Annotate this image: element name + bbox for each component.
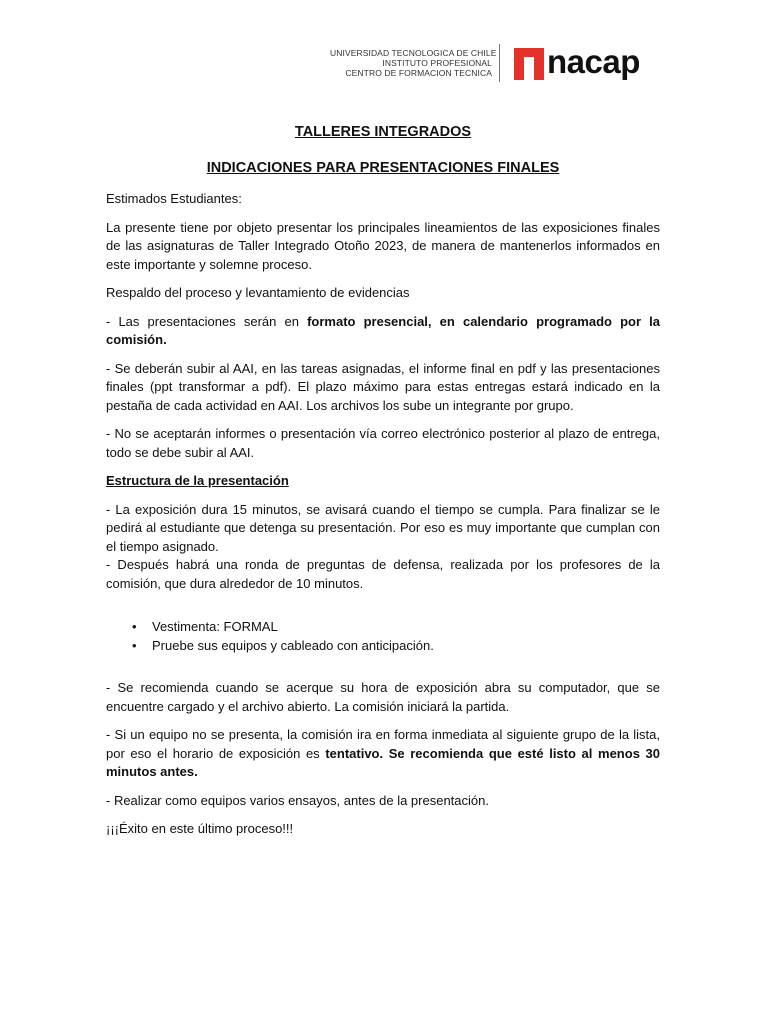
item-presencial	[106, 313, 660, 350]
header-divider	[499, 44, 500, 82]
document-subtitle: INDICACIONES PARA PRESENTACIONES FINALES	[206, 160, 560, 176]
reco-ensayos: - Realizar como equipos varios ensayos, antes de la presentación.	[106, 792, 489, 808]
recommendation-list	[106, 617, 660, 655]
list-item	[106, 636, 660, 655]
document-title: TALLERES INTEGRADOS	[294, 124, 472, 140]
greeting: Estimados Estudiantes:	[106, 191, 242, 206]
respaldo-heading: Respaldo del proceso y levantamiento de evidencias	[106, 285, 410, 300]
reco-horario-text: - Si un equipo no se presenta, la comisión ira en forma inmediata al siguiente grupo de la lista, por eso el horario de exposición es	[106, 727, 660, 761]
item-presencial-bold-tail: , en calendario programado por la comisión.	[106, 313, 660, 347]
item-presencial-bold: formato presencial	[307, 313, 428, 329]
inacap-logo-mark	[514, 48, 544, 80]
intro-paragraph: La presente tiene por objeto presentar los principales lineamientos de las exposiciones finales de las asignaturas de Taller Integrado Otoño 2023, de manera de mantenerlos informados en este importante y solemne proceso.	[106, 219, 660, 272]
reco-horario	[106, 726, 660, 782]
closing-line: ¡¡¡Éxito en este último proceso!!!	[106, 821, 294, 836]
bullet-text: Pruebe sus equipos y cableado con anticipación.	[152, 638, 434, 653]
institution-line-3: CENTRO DE FORMACION TECNICA	[345, 68, 492, 78]
inacap-logo-text: nacap	[547, 43, 640, 80]
document-body	[106, 118, 660, 839]
inacap-logo	[514, 44, 660, 86]
institution-text	[330, 48, 497, 78]
estructura-preguntas: - Después habrá una ronda de preguntas de defensa, realizada por los profesores de la comisión, que dura alrededor de 10 minutos.	[106, 557, 660, 591]
reco-computador: - Se recomienda cuando se acerque su hora de exposición abra su computador, que se encuentre cargado y el archivo abierto. La comisión iniciará la partida.	[106, 680, 660, 714]
bullet-icon: •	[132, 619, 137, 634]
institution-line-2: INSTITUTO PROFESIONAL	[382, 58, 492, 68]
reco-horario-bold: tentativo. Se recomienda que esté listo al menos 30 minutos antes.	[106, 745, 661, 779]
item-presencial-text: - Las presentaciones serán en	[106, 313, 308, 329]
list-item	[106, 617, 660, 636]
bullet-text: Vestimenta: FORMAL	[152, 619, 278, 634]
item-subir-aai: - Se deberán subir al AAI, en las tareas asignadas, el informe final en pdf y las presentaciones finales (ppt transformar a pdf). El plazo máximo para estas entregas estará indicado en la pestaña de cada actividad en AAI. Los archivos los sube un integrante por grupo.	[106, 360, 660, 413]
item-no-correo: - No se aceptarán informes o presentación vía correo electrónico posterior al plazo de entrega, todo se debe subir al AAI.	[106, 426, 660, 460]
institution-line-1: UNIVERSIDAD TECNOLOGICA DE CHILE	[330, 48, 497, 58]
estructura-heading: Estructura de la presentación	[106, 473, 289, 488]
estructura-duracion: - La exposición dura 15 minutos, se avisará cuando el tiempo se cumpla. Para finalizar se le pedirá al estudiante que detenga su presentación. Por eso es muy importante que cumplan con el tiempo asignado.	[106, 501, 660, 554]
bullet-icon: •	[132, 638, 137, 653]
